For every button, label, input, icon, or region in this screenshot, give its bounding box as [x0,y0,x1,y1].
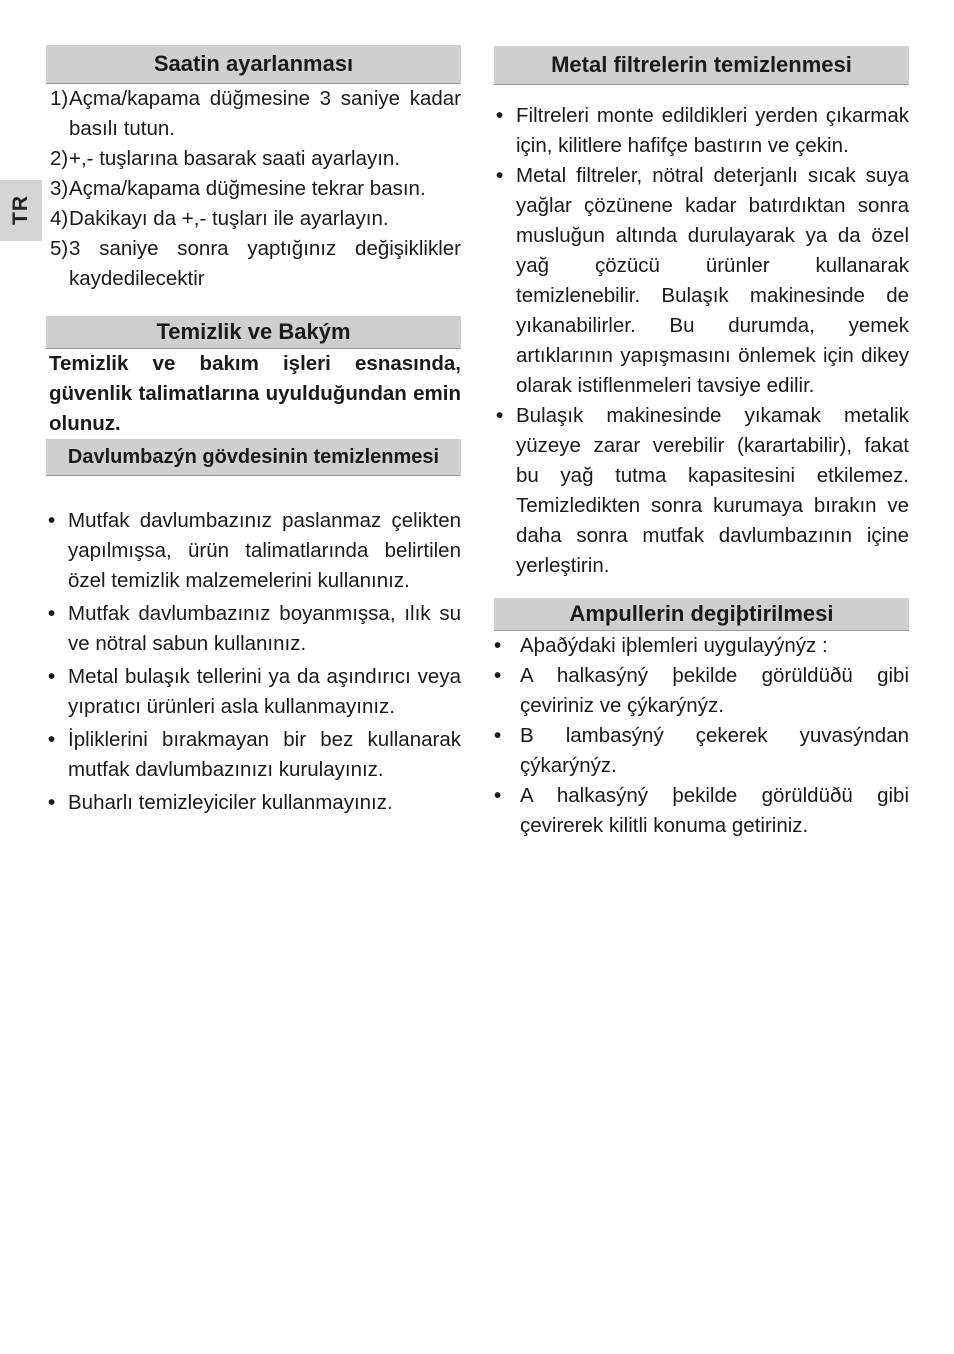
language-tab-label: TR [9,195,32,225]
metal-filters-list [494,101,909,581]
list-item: • Aþaðýdaki iþlemleri uygulayýnýz : [494,631,909,661]
list-item: • Metal bulaşık tellerini ya da aşındırıcı veya yıpratıcı ürünleri asla kullanmayınız. [46,662,461,722]
clock-step: 2) +,- tuşlarına basarak saati ayarlayın. [50,147,401,170]
clock-step: 4) Dakikayı da +,- tuşları ile ayarlayın. [50,207,389,230]
metal-filters-heading: Metal filtrelerin temizlenmesi [494,46,909,85]
list-item: • Mutfak davlumbazınız paslanmaz çelikten yapılmışsa, ürün talimatlarında belirtilen özel temizlik malzemelerini kullanınız. [46,506,461,596]
bulb-replacement-heading: Ampullerin degiþtirilmesi [494,598,909,631]
language-tab [0,180,42,241]
right-column [494,46,909,841]
list-item: • Filtreleri monte edildikleri yerden çıkarmak için, kilitlere hafifçe bastırın ve çekin. [494,101,909,161]
list-item: • Metal filtreler, nötral deterjanlı sıcak suya yağlar çözünene kadar batırdıktan sonra musluğun altında durulayarak ya da özel yağ çözücü ürünler kullanarak temizlenebilir. Bulaşık makinesinde de yıkanabilirler. Bu durumda, yemek artıklarının yapışmasını önlemek için dikey olarak istiflenmeleri tavsiye edilir. [494,161,909,401]
clock-setting-heading: Saatin ayarlanması [46,45,461,84]
left-column [46,45,461,818]
clock-step: 5) 3 saniye sonra yaptığınız değişiklikler kaydedilecektir [50,237,461,290]
list-item: • A halkasýný þekilde görüldüðü gibi çevirerek kilitli konuma getiriniz. [494,781,909,841]
clock-steps [46,84,461,294]
list-item: • İpliklerini bırakmayan bir bez kullanarak mutfak davlumbazınızı kurulayınız. [46,725,461,785]
list-item: • Bulaşık makinesinde yıkamak metalik yüzeye zarar verebilir (karartabilir), fakat bu yağ tutma kapasitesini etkilemez. Temizledikten sonra kurumaya bırakın ve daha sonra mutfak davlumbazının içine yerleştirin. [494,401,909,581]
bulb-replacement-list [494,631,909,841]
hood-body-cleaning-list [46,506,461,818]
maintenance-heading: Temizlik ve Bakým [46,316,461,349]
clock-step: 1) Açma/kapama düğmesine 3 saniye kadar basılı tutun. [50,87,461,140]
list-item: • B lambasýný çekerek yuvasýndan çýkarýnýz. [494,721,909,781]
list-item: • A halkasýný þekilde görüldüðü gibi çeviriniz ve çýkarýnýz. [494,661,909,721]
list-item: • Buharlı temizleyiciler kullanmayınız. [46,788,461,818]
safety-warning: Temizlik ve bakım işleri esnasında, güvenlik talimatlarına uyulduğundan emin olunuz. [49,352,461,435]
hood-body-cleaning-heading: Davlumbazýn gövdesinin temizlenmesi [46,439,461,476]
list-item: • Mutfak davlumbazınız boyanmışsa, ılık su ve nötral sabun kullanınız. [46,599,461,659]
clock-step: 3) Açma/kapama düğmesine tekrar basın. [50,177,426,200]
